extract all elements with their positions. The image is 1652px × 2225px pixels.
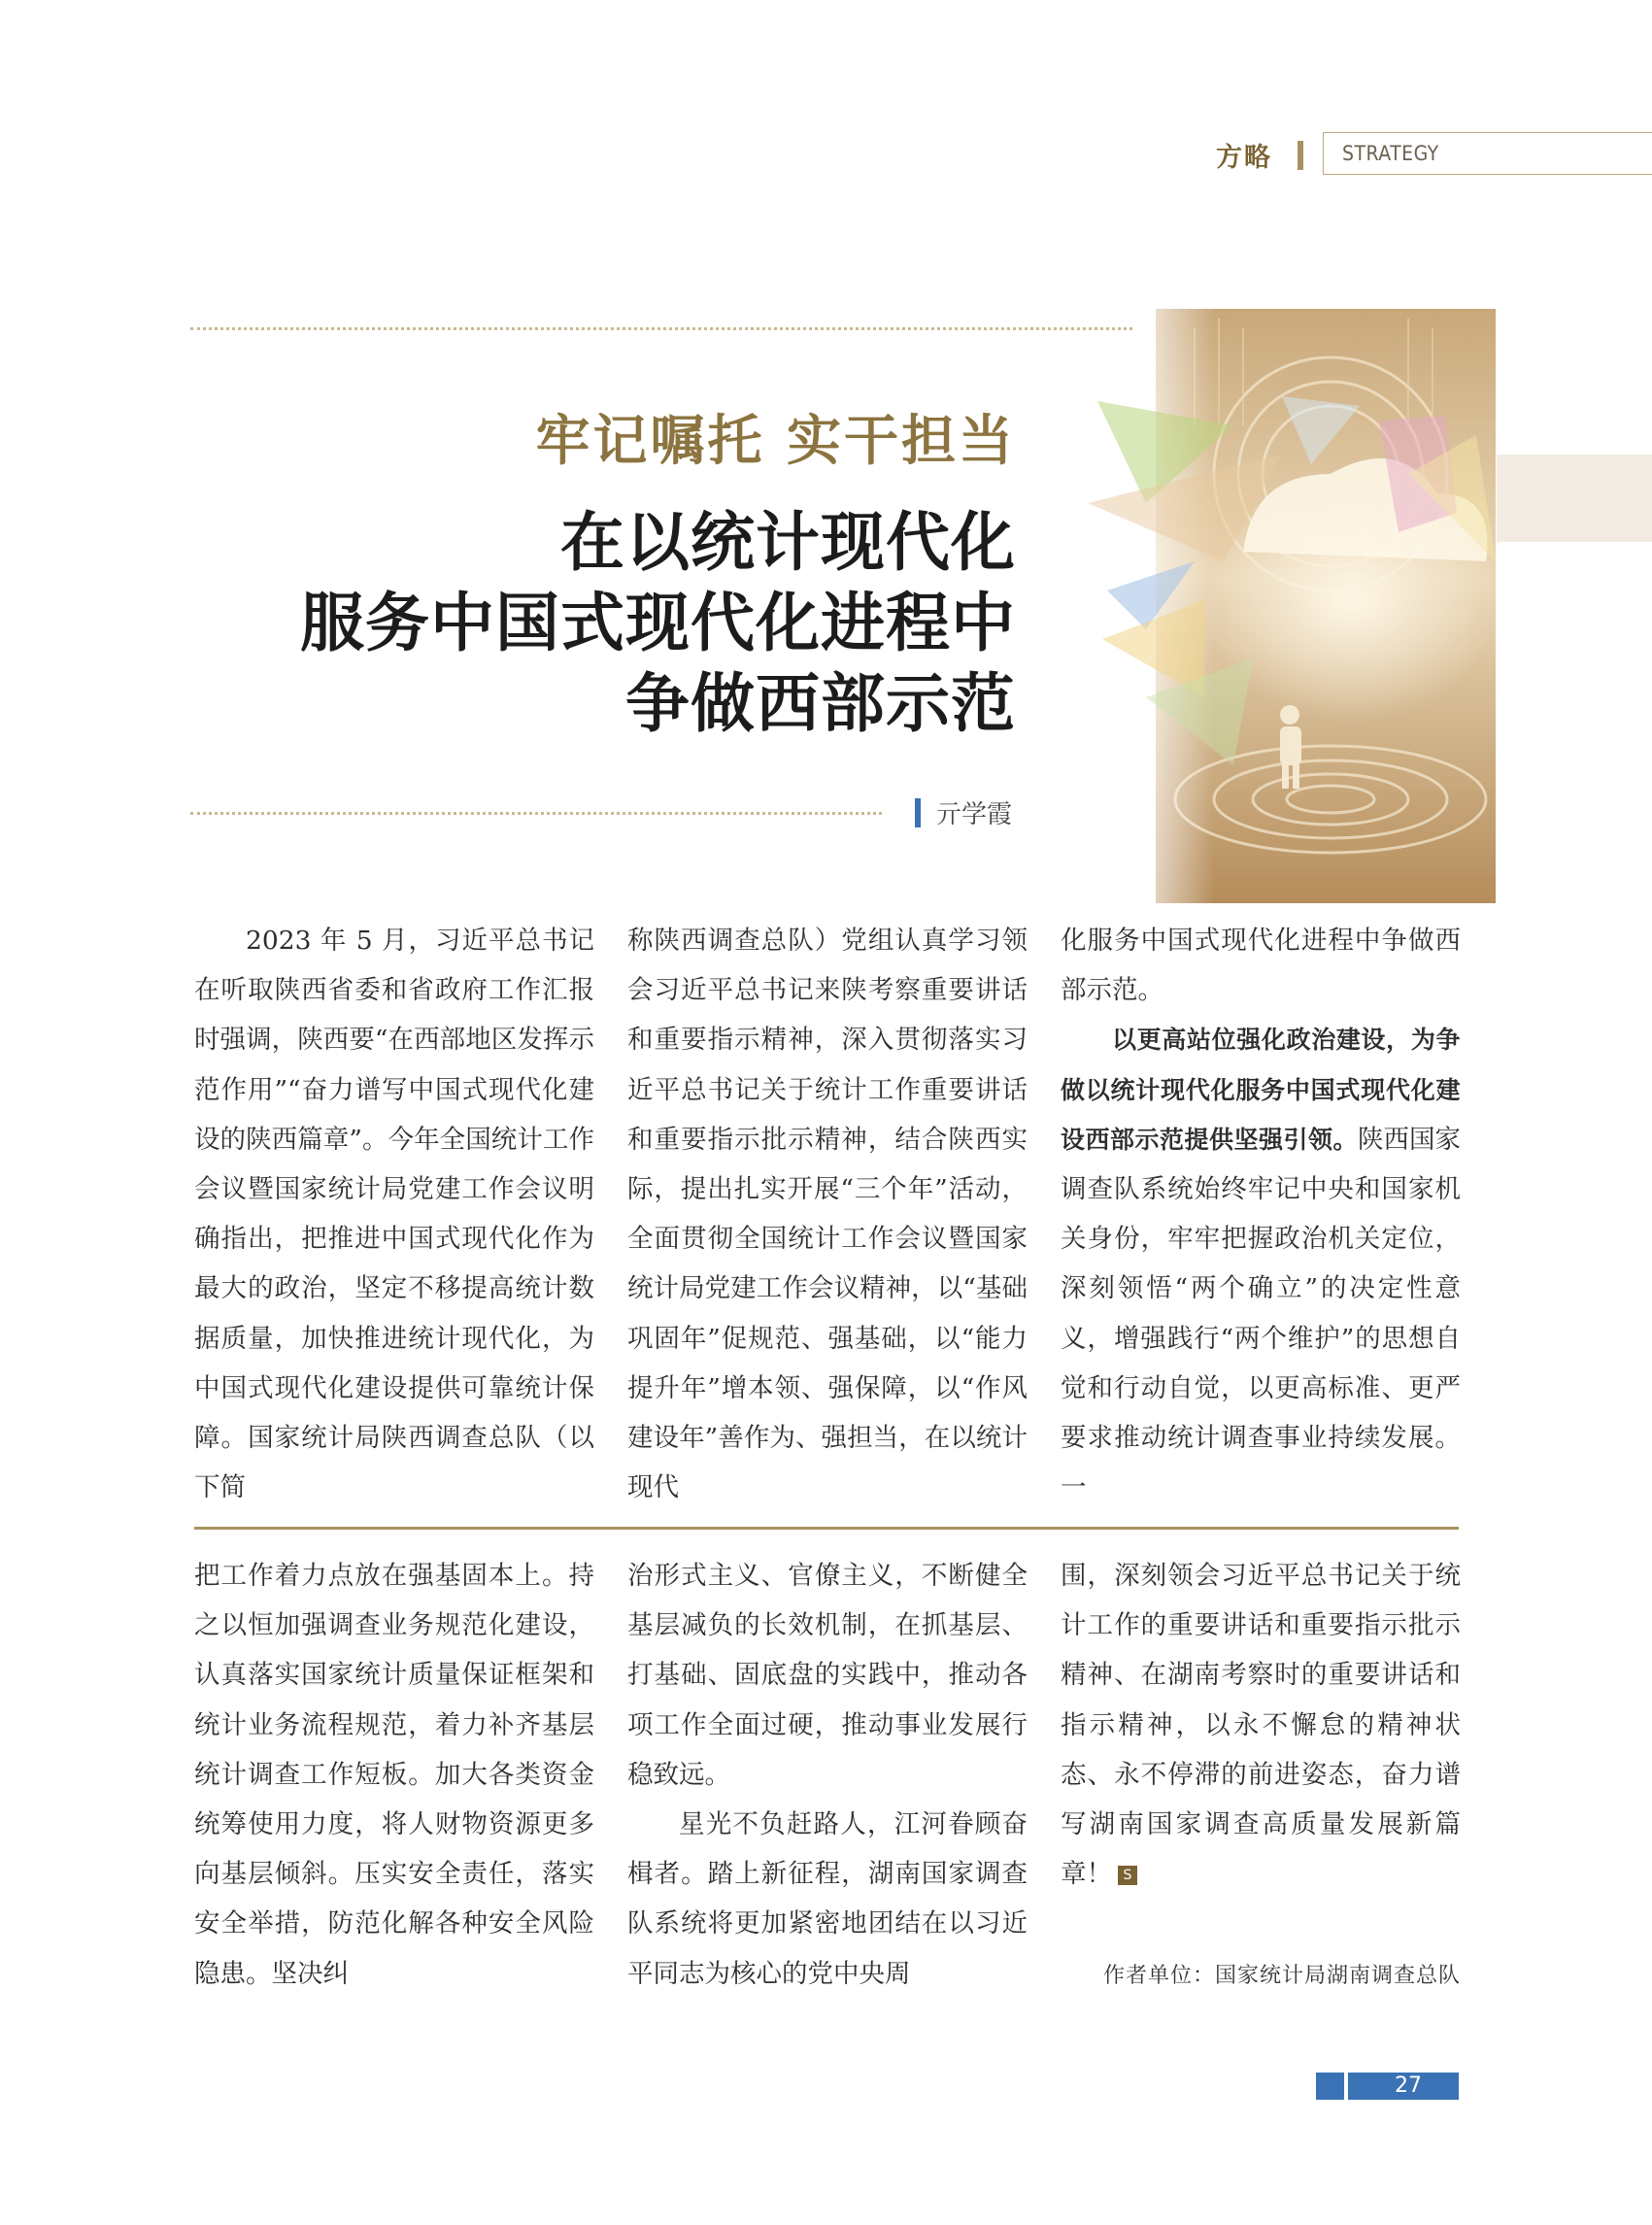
- paragraph: 星光不负赶路人，江河眷顾奋楫者。踏上新征程，湖南国家调查队系统将更加紧密地团结在以习近平同志为核心的党中央周: [627, 1809, 1028, 1989]
- section-divider-bar: [1298, 141, 1303, 170]
- paragraph-text: 陕西国家调查队系统始终牢记中央和国家机关身份，牢牢把握政治机关定位，深刻领悟“两个确立”的决定性意义，增强践行“两个维护”的思想自觉和行动自觉，以更高标准、更严要求推动统计调查事业持续发展。一: [1061, 1124, 1462, 1503]
- hero-illustration: [1088, 309, 1652, 903]
- paragraph: 称陕西调查总队）党组认真学习领会习近平总书记来陕考察重要讲话和重要指示精神，深入贯彻落实习近平总书记关于统计工作重要讲话和重要指示批示精神，结合陕西实际，提出扎实开展“三个年”活动，全面贯彻全国统计工作会议暨国家统计局党建工作会议精神，以“基础巩固年”促规范、强基础，以“能力提升年”增本领、强保障，以“作风建设年”善作为、强担当，在以统计现代: [627, 926, 1028, 1503]
- article-title-line-1: 在以统计现代化: [560, 505, 1016, 580]
- body-column-4: [194, 1551, 594, 1999]
- article-title-line-3: 争做西部示范: [625, 666, 1016, 741]
- dotted-rule-top: [190, 327, 1132, 330]
- paragraph: 把工作着力点放在强基固本上。持之以恒加强调查业务规范化建设，认真落实国家统计质量保证框架和统计业务流程规范，着力补齐基层统计调查工作短板。加大各类资金统筹使用力度，将人财物资源更多向基层倾斜。压实安全责任，落实安全举措，防范化解各种安全风险隐患。坚决纠: [194, 1561, 594, 1989]
- page-number-divider: [1344, 2073, 1348, 2100]
- paragraph: 治形式主义、官僚主义，不断健全基层减负的长效机制，在抓基层、打基础、固底盘的实践中，推动各项工作全面过硬，推动事业发展行稳致远。: [627, 1561, 1028, 1790]
- article-author: 亓学霞: [936, 800, 1013, 829]
- paragraph: 2023 年 5 月，习近平总书记在听取陕西省委和省政府工作汇报时强调，陕西要“在西部地区发挥示范作用”“奋力谱写中国式现代化建设的陕西篇章”。今年全国统计工作会议暨国家统计局党建工作会议明确指出，把推进中国式现代化作为最大的政治，坚定不移提高统计数据质量，加快推进统计现代化，为中国式现代化建设提供可靠统计保障。国家统计局陕西调查总队（以下简: [194, 926, 594, 1503]
- paragraph: 化服务中国式现代化进程中争做西部示范。: [1061, 926, 1461, 1006]
- author-marker-bar: [915, 798, 921, 827]
- column-divider-rule: [194, 1527, 1459, 1530]
- paragraph: [1061, 1015, 1461, 1512]
- section-label-en: STRATEGY: [1342, 142, 1439, 165]
- page-number: 27: [1395, 2073, 1422, 2098]
- end-mark-icon: S: [1118, 1866, 1137, 1885]
- section-label: 方略: [1216, 143, 1272, 173]
- paragraph-text: 围，深刻领会习近平总书记关于统计工作的重要讲话和重要指示批示精神、在湖南考察时的重要讲话和指示精神，以永不懈怠的精神状态、永不停滞的前进姿态，奋力谱写湖南国家调查高质量发展新篇章！: [1061, 1561, 1461, 1890]
- body-column-3: [1061, 916, 1461, 1512]
- body-column-2: [627, 916, 1028, 1512]
- body-column-5: [627, 1551, 1028, 1999]
- paragraph: [1061, 1551, 1461, 1899]
- dotted-rule-bottom: [190, 812, 882, 815]
- section-heading: 以更高站位强化政治建设，为争做以统计现代化服务中国式现代化建设西部示范提供坚强引领。: [1061, 1026, 1461, 1154]
- body-column-6: [1061, 1551, 1461, 1899]
- body-column-1: [194, 916, 594, 1512]
- article-title-line-2: 服务中国式现代化进程中: [300, 586, 1016, 660]
- author-unit: 作者单位：国家统计局湖南调查总队: [1102, 1964, 1461, 1988]
- article-kicker: 牢记嘱托 实干担当: [535, 409, 1016, 473]
